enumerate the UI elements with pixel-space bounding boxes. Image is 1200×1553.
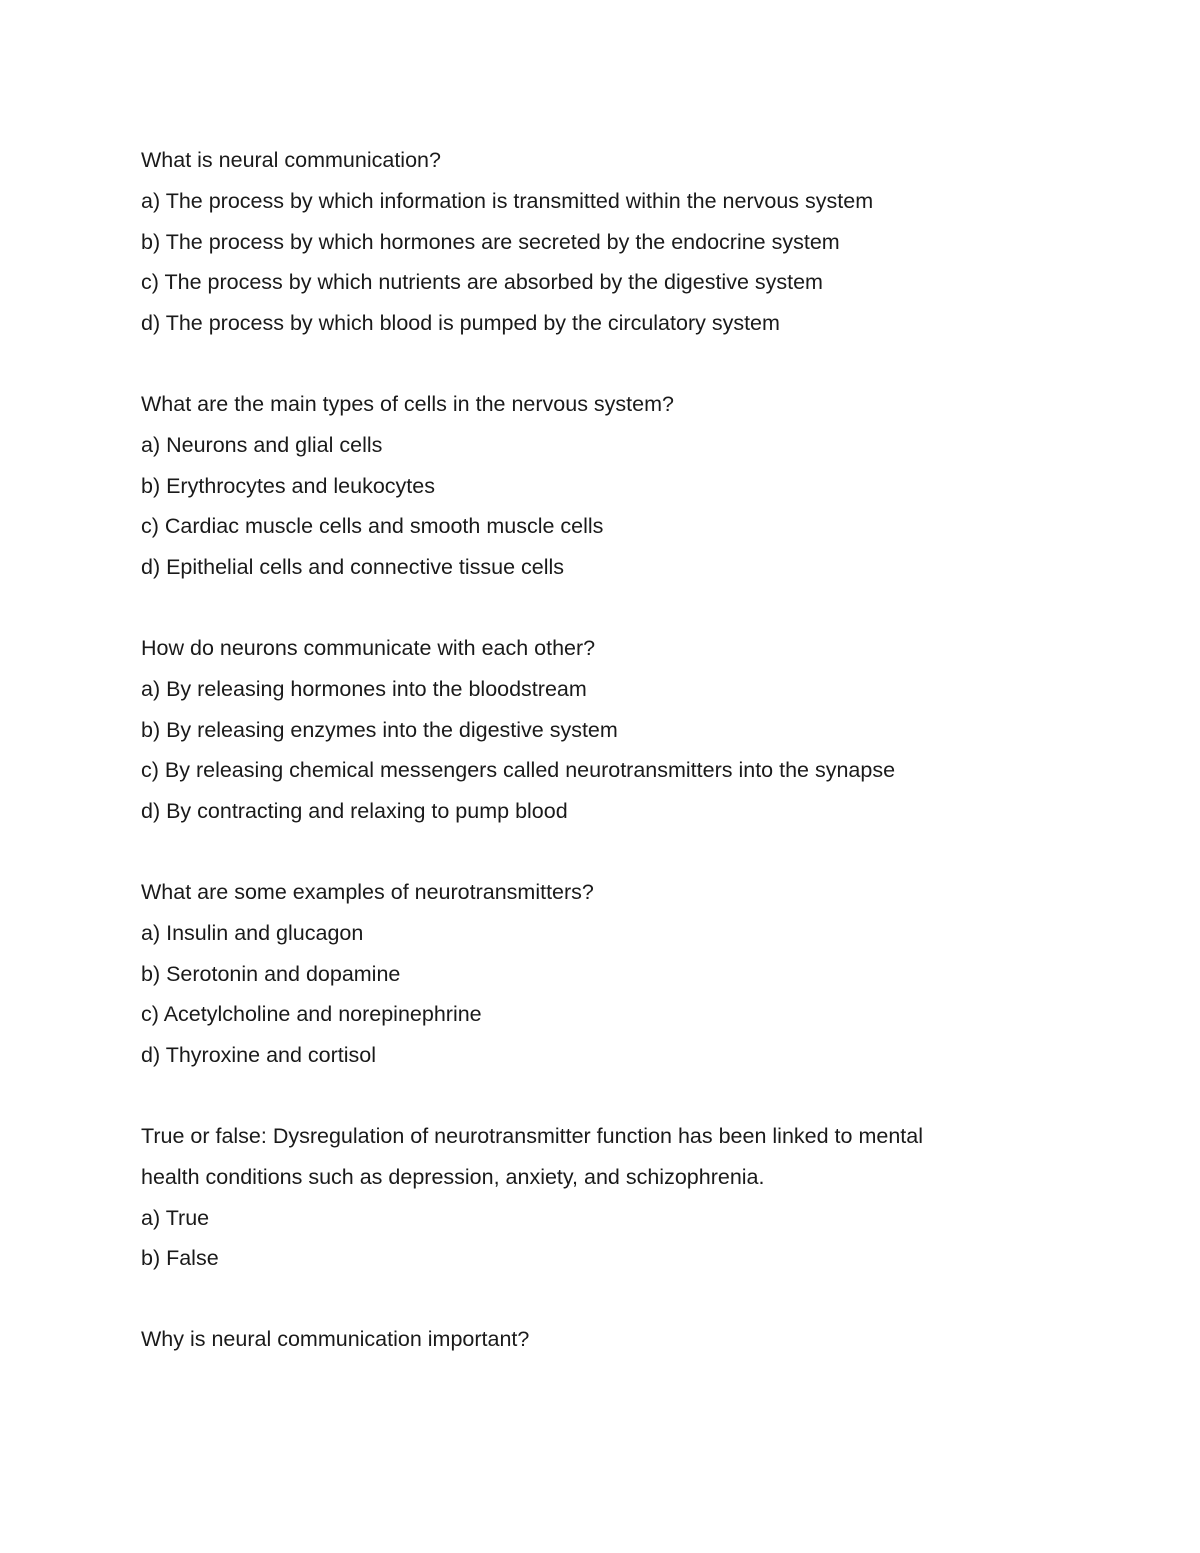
option-a: a) The process by which information is transmitted within the nervous system [141, 188, 874, 213]
option-d: d) Thyroxine and cortisol [141, 1043, 377, 1068]
question-block-6 [141, 1319, 1041, 1360]
quiz-content [141, 140, 1041, 1400]
question-text: What are the main types of cells in the nervous system? [141, 391, 674, 416]
option-c: c) Acetylcholine and norepinephrine [141, 1002, 482, 1027]
question-text-line-2: health conditions such as depression, anxiety, and schizophrenia. [141, 1164, 765, 1189]
question-block-4 [141, 872, 1041, 1076]
option-d: d) Epithelial cells and connective tissue cells [141, 555, 565, 580]
option-c: c) The process by which nutrients are absorbed by the digestive system [141, 270, 823, 295]
option-c: c) By releasing chemical messengers called neurotransmitters into the synapse [141, 758, 896, 783]
option-b: b) By releasing enzymes into the digestive system [141, 717, 618, 742]
option-a: a) Insulin and glucagon [141, 920, 364, 945]
option-a: a) True [141, 1205, 210, 1230]
option-d: d) The process by which blood is pumped by the circulatory system [141, 311, 780, 336]
question-text: What are some examples of neurotransmitters? [141, 879, 594, 904]
option-b: b) False [141, 1246, 219, 1271]
option-a: a) Neurons and glial cells [141, 432, 383, 457]
option-a: a) By releasing hormones into the bloodstream [141, 676, 587, 701]
option-c: c) Cardiac muscle cells and smooth muscle cells [141, 514, 604, 539]
question-block-1 [141, 140, 1041, 344]
option-d: d) By contracting and relaxing to pump blood [141, 799, 568, 824]
option-b: b) The process by which hormones are secreted by the endocrine system [141, 229, 840, 254]
question-block-3 [141, 628, 1041, 832]
option-b: b) Serotonin and dopamine [141, 961, 401, 986]
option-b: b) Erythrocytes and leukocytes [141, 473, 435, 498]
question-block-5 [141, 1116, 1041, 1279]
question-text: What is neural communication? [141, 148, 441, 172]
question-text-line-1: True or false: Dysregulation of neurotransmitter function has been linked to mental [141, 1123, 923, 1148]
question-text: How do neurons communicate with each other? [141, 635, 596, 660]
question-block-2 [141, 384, 1041, 588]
question-text: Why is neural communication important? [141, 1327, 530, 1352]
